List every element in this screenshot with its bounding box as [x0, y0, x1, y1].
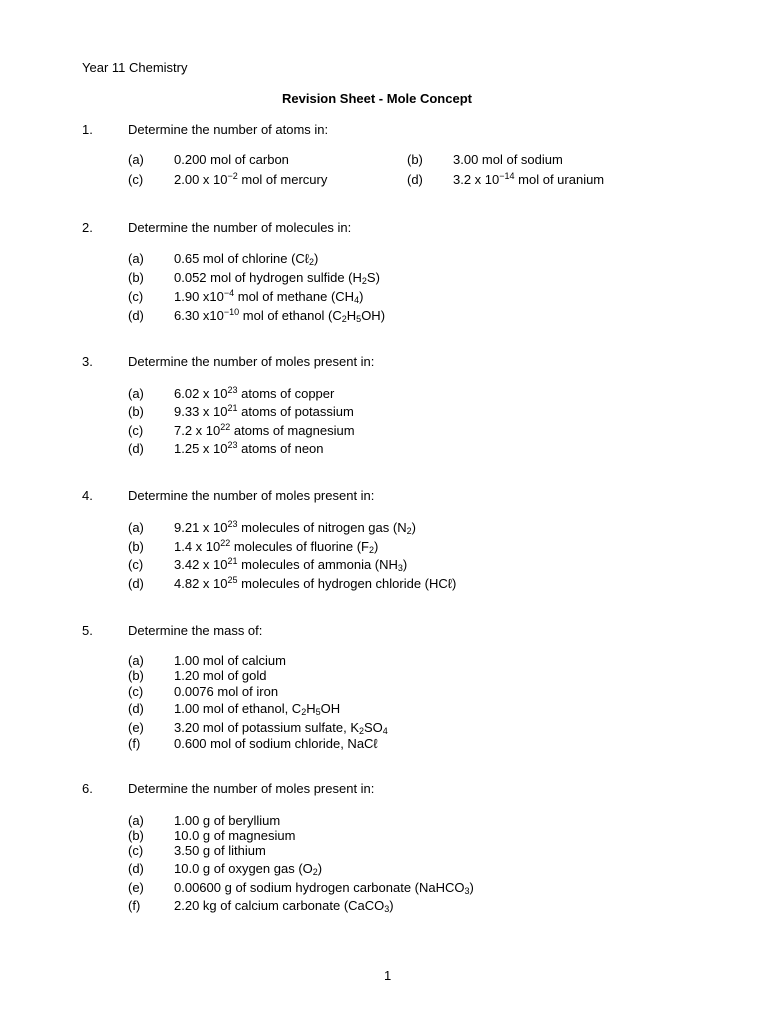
item-text	[174, 424, 355, 437]
question-number: 3.	[82, 354, 93, 369]
subscript: 5	[356, 314, 362, 324]
item-label: (c)	[128, 172, 144, 187]
item-text-run: )	[359, 289, 364, 304]
item-label: (c)	[128, 289, 144, 304]
item-text	[174, 654, 286, 667]
exponent: 25	[227, 575, 238, 585]
item-text-run: 1.20 mol of gold	[174, 668, 267, 683]
item-text	[174, 271, 380, 284]
question-number: 5.	[82, 623, 93, 638]
question-number: 1.	[82, 122, 93, 137]
item-text	[174, 899, 394, 912]
question-prompt: Determine the number of atoms in:	[128, 122, 329, 137]
item-text-run: SO	[364, 720, 383, 735]
item-text	[174, 829, 295, 842]
item-text-run: H	[346, 308, 357, 323]
subscript: 3	[384, 904, 390, 914]
item-text	[174, 540, 378, 553]
exponent: 22	[220, 422, 231, 432]
subscript: 2	[361, 276, 367, 286]
item-text-run: )	[469, 880, 474, 895]
item-text	[174, 252, 318, 265]
subscript: 2	[312, 867, 318, 877]
question-number: 2.	[82, 220, 93, 235]
item-text-run: molecules of nitrogen gas (N	[237, 520, 407, 535]
item-label: (a)	[128, 520, 144, 535]
item-text-run: 0.052 mol of hydrogen sulfide (H	[174, 270, 362, 285]
item-text-run: mol of uranium	[514, 172, 605, 187]
item-text	[174, 173, 327, 186]
item-label: (a)	[128, 386, 144, 401]
exponent: −2	[227, 171, 238, 181]
item-text	[174, 387, 334, 400]
question-prompt: Determine the number of molecules in:	[128, 220, 352, 235]
course-header: Year 11 Chemistry	[82, 60, 188, 75]
item-text-run: 2.20 kg of calcium carbonate (CaCO	[174, 898, 385, 913]
item-text-run: atoms of neon	[237, 441, 324, 456]
item-text-run: 1.4 x 10	[174, 539, 221, 554]
item-label: (b)	[128, 404, 144, 419]
item-text-run: 4.82 x 10	[174, 576, 228, 591]
item-text-run: atoms of magnesium	[230, 423, 355, 438]
item-text	[174, 669, 267, 682]
item-text	[174, 844, 266, 857]
subscript: 2	[341, 314, 347, 324]
exponent: 23	[227, 440, 238, 450]
item-label: (c)	[128, 423, 144, 438]
item-text-run: )	[402, 557, 408, 572]
item-text-run: molecules of fluorine (F	[230, 539, 370, 554]
item-text-run: 0.600 mol of sodium chloride, NaCℓ	[174, 736, 378, 751]
item-text-run: 6.30 x10	[174, 308, 224, 323]
item-text-run: molecules of ammonia (NH	[237, 557, 398, 572]
subscript: 4	[382, 726, 388, 736]
item-text-run: )	[314, 251, 319, 266]
item-text	[174, 405, 354, 418]
item-label: (f)	[128, 736, 141, 751]
exponent: 21	[227, 403, 238, 413]
question-prompt: Determine the mass of:	[128, 623, 263, 638]
item-text	[453, 153, 563, 166]
item-label: (d)	[407, 172, 423, 187]
item-text-run: 9.21 x 10	[174, 520, 228, 535]
page-number: 1	[384, 968, 392, 983]
item-text-run: )	[411, 520, 416, 535]
item-label: (d)	[128, 308, 144, 323]
item-text	[174, 702, 340, 715]
question-number: 6.	[82, 781, 93, 796]
item-text-run: mol of methane (CH	[234, 289, 355, 304]
page-title: Revision Sheet - Mole Concept	[282, 91, 472, 106]
item-text-run: 3.50 g of lithium	[174, 843, 266, 858]
item-label: (a)	[128, 653, 144, 668]
exponent: −14	[499, 171, 515, 181]
subscript: 3	[464, 886, 470, 896]
question-prompt: Determine the number of moles present in:	[128, 781, 375, 796]
item-text-run: )	[389, 898, 394, 913]
item-text	[174, 737, 378, 750]
subscript: 2	[369, 545, 375, 555]
item-text-run: 1.00 mol of ethanol, C	[174, 701, 302, 716]
item-label: (a)	[128, 152, 144, 167]
item-text-run: 0.0076 mol of iron	[174, 684, 279, 699]
item-label: (b)	[128, 539, 144, 554]
item-text	[174, 721, 388, 734]
subscript: 5	[315, 707, 321, 717]
item-text	[174, 881, 474, 894]
exponent: 23	[227, 519, 238, 529]
item-label: (e)	[128, 880, 144, 895]
item-label: (d)	[128, 861, 144, 876]
item-text-run: 3.42 x 10	[174, 557, 228, 572]
item-text-run: OH)	[361, 308, 386, 323]
item-label: (c)	[128, 843, 144, 858]
question-prompt: Determine the number of moles present in:	[128, 354, 375, 369]
item-text-run: 10.0 g of magnesium	[174, 828, 296, 843]
item-label: (d)	[128, 576, 144, 591]
item-text-run: molecules of hydrogen chloride (HCℓ)	[237, 576, 457, 591]
item-label: (d)	[128, 441, 144, 456]
subscript: 2	[301, 707, 307, 717]
item-label: (e)	[128, 720, 144, 735]
item-text-run: H	[306, 701, 316, 716]
item-text	[453, 173, 604, 186]
item-text-run: 6.02 x 10	[174, 386, 228, 401]
subscript: 4	[354, 295, 360, 305]
item-text-run: 3.20 mol of potassium sulfate, K	[174, 720, 359, 735]
item-text-run: 1.00 mol of calcium	[174, 653, 286, 668]
item-label: (b)	[128, 828, 144, 843]
item-text	[174, 153, 289, 166]
item-text-run: 7.2 x 10	[174, 423, 221, 438]
item-text-run: 3.2 x 10	[453, 172, 500, 187]
item-label: (a)	[128, 813, 144, 828]
question-number: 4.	[82, 488, 93, 503]
item-text	[174, 290, 363, 303]
exponent: 22	[220, 538, 231, 548]
item-text-run: )	[317, 861, 323, 876]
item-text-run: 9.33 x 10	[174, 404, 228, 419]
exponent: −4	[223, 288, 235, 298]
item-text-run: 1.25 x 10	[174, 441, 228, 456]
item-text-run: mol of mercury	[237, 172, 328, 187]
item-text-run: S)	[366, 270, 380, 285]
item-text	[174, 521, 416, 534]
item-text	[174, 577, 456, 590]
item-text-run: 1.90 x10	[174, 289, 224, 304]
item-text	[174, 309, 385, 322]
subscript: 2	[308, 257, 314, 267]
question-prompt: Determine the number of moles present in:	[128, 488, 375, 503]
item-text	[174, 814, 280, 827]
item-label: (b)	[128, 668, 144, 683]
item-text-run: atoms of copper	[237, 386, 335, 401]
item-text-run: atoms of potassium	[237, 404, 354, 419]
item-label: (d)	[128, 701, 144, 716]
exponent: 21	[227, 556, 238, 566]
item-text-run: 10.0 g of oxygen gas (O	[174, 861, 313, 876]
item-text-run: 3.00 mol of sodium	[453, 152, 563, 167]
item-text	[174, 442, 324, 455]
subscript: 2	[406, 526, 412, 536]
item-label: (b)	[407, 152, 423, 167]
exponent: 23	[227, 385, 238, 395]
item-label: (a)	[128, 251, 144, 266]
item-text-run: )	[374, 539, 379, 554]
item-label: (b)	[128, 270, 144, 285]
item-text-run: 0.200 mol of carbon	[174, 152, 289, 167]
subscript: 3	[397, 563, 403, 573]
item-label: (c)	[128, 557, 144, 572]
item-text-run: 0.65 mol of chlorine (Cℓ	[174, 251, 309, 266]
exponent: −10	[223, 307, 240, 317]
item-text-run: OH	[320, 701, 341, 716]
item-text-run: 2.00 x 10	[174, 172, 228, 187]
item-text-run: mol of ethanol (C	[239, 308, 342, 323]
subscript: 2	[358, 726, 364, 736]
item-label: (f)	[128, 898, 141, 913]
item-text	[174, 862, 322, 875]
item-text	[174, 685, 278, 698]
item-text	[174, 558, 407, 571]
item-text-run: 0.00600 g of sodium hydrogen carbonate (NaHCO	[174, 880, 465, 895]
item-label: (c)	[128, 684, 144, 699]
item-text-run: 1.00 g of beryllium	[174, 813, 281, 828]
